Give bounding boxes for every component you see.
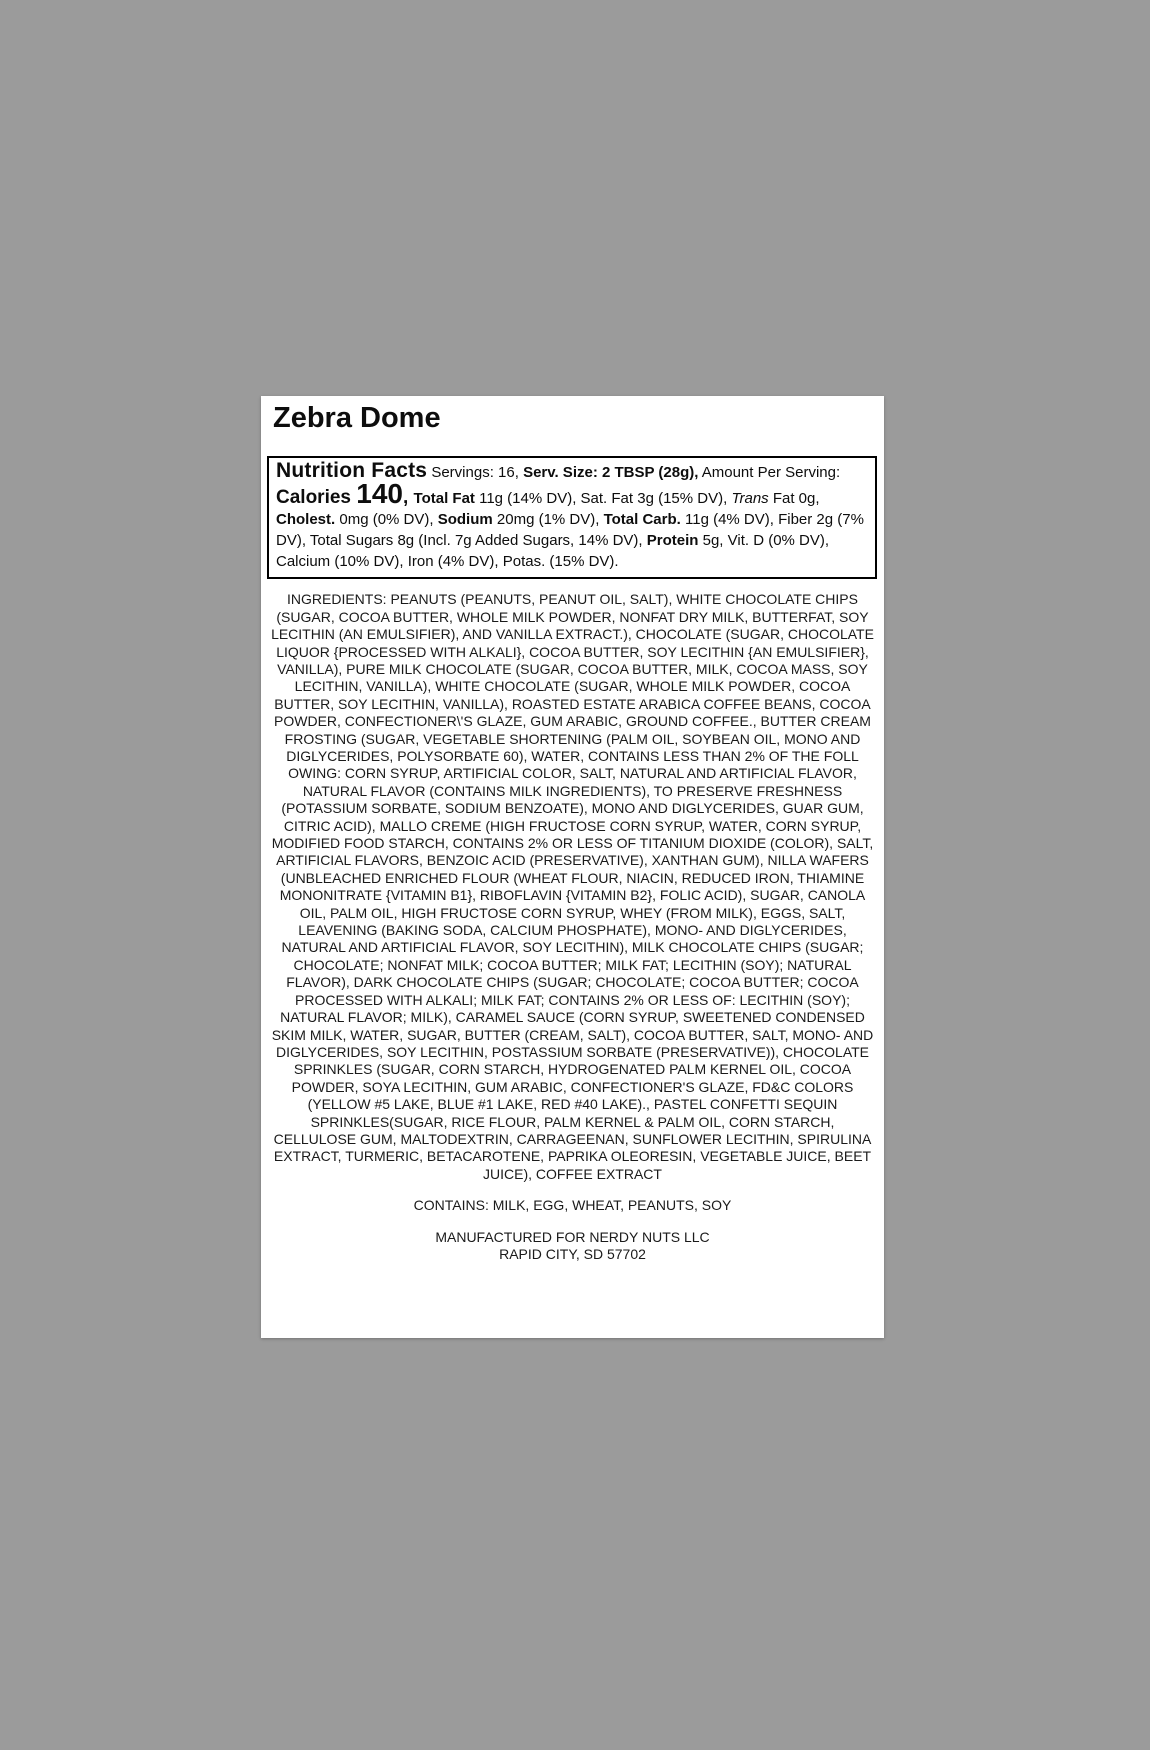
calories-label: Calories — [276, 487, 357, 509]
cholesterol-value: 0mg (0% DV), — [335, 511, 438, 529]
servings-count: Servings: 16, — [427, 464, 524, 482]
nutrition-facts-box — [267, 456, 877, 579]
product-title: Zebra Dome — [273, 402, 441, 434]
protein-label: Protein — [646, 532, 699, 550]
contains-statement: CONTAINS: MILK, EGG, WHEAT, PEANUTS, SOY — [413, 1197, 732, 1214]
total-carb-label: Total Carb. — [603, 511, 681, 529]
manufacturer-name: MANUFACTURED FOR NERDY NUTS LLC — [435, 1228, 710, 1245]
manufacturer-block — [261, 1229, 884, 1264]
ingredients-text: INGREDIENTS: PEANUTS (PEANUTS, PEANUT OIL, SALT), WHITE CHOCOLATE CHIPS (SUGAR, COCOA BUTTER, WHOLE MILK POWDER, NONFAT DRY MILK, BUTTERFAT, SOY LECITHIN (AN EMULSIFIER), AND VANILLA EXTRACT.), CHOCOLATE (SUGAR, CHOCOLATE LIQUOR {PROCESSED WITH ALKALI}, COCOA BUTTER, SOY LECITHIN {AN EMULSIFIER}, VANILLA), PURE MILK CHOCOLATE (SUGAR, COCOA BUTTER, MILK, COCOA MASS, SOY LECITHIN, VANILLA), WHITE CHOCOLATE (SUGAR, WHOLE MILK POWDER, COCOA BUTTER, SOY LECITHIN, VANILLA), ROASTED ESTATE ARABICA COFFEE BEANS, COCOA POWDER, CONFECTIONER\'S GLAZE, GUM ARABIC, GROUND COFFEE., BUTTER CREAM FROSTING (SUGAR, VEGETABLE SHORTENING (PALM OIL, SOYBEAN OIL, MONO AND DIGLYCERIDES, POLYSORBATE 60), WATER, CONTAINS LESS THAN 2% OF THE FOLL OWING: CORN SYRUP, ARTIFICIAL COLOR, SALT, NATURAL AND ARTIFICIAL FLAVOR, NATURAL FLAVOR (CONTAINS MILK INGREDIENTS), TO PRESERVE FRESHNESS (POTASSIUM SORBATE, SODIUM BENZOATE), MONO AND DIGLYCERIDES, GUAR GUM, CITRIC ACID), MALLO CREME (HIGH FRUCTOSE CORN SYRUP, WATER, CORN SYRUP, MODIFIED FOOD STARCH, CONTAINS 2% OR LESS OF TITANIUM DIOXIDE (COLOR), SALT, ARTIFICIAL FLAVORS, BENZOIC ACID (PRESERVATIVE), XANTHAN GUM), NILLA WAFERS (UNBLEACHED ENRICHED FLOUR (WHEAT FLOUR, NIACIN, REDUCED IRON, THIAMINE MONONITRATE {VITAMIN B1}, RIBOFLAVIN {VITAMIN B2}, FOLIC ACID), SUGAR, CANOLA OIL, PALM OIL, HIGH FRUCTOSE CORN SYRUP, WHEY (FROM MILK), EGGS, SALT, LEAVENING (BAKING SODA, CALCIUM PHOSPHATE), MONO- AND DIGLYCERIDES, NATURAL AND ARTIFICIAL FLAVOR, SOY LECITHIN), MILK CHOCOLATE CHIPS (SUGAR; CHOCOLATE; NONFAT MILK; COCOA BUTTER; MILK FAT; LECITHIN (SOY); NATURAL FLAVOR), DARK CHOCOLATE CHIPS (SUGAR; CHOCOLATE; COCOA BUTTER; COCOA PROCESSED WITH ALKALI; MILK FAT; CONTAINS 2% OR LESS OF: LECITHIN (SOY); NATURAL FLAVOR; MILK), CARAMEL SAUCE (CORN SYRUP, SWEETENED CONDENSED SKIM MILK, WATER, SUGAR, BUTTER (CREAM, SALT), COCOA BUTTER, SALT, MONO- AND DIGLYCERIDES, SOY LECITHIN, POSTASSIUM SORBATE (PRESERVATIVE)), CHOCOLATE SPRINKLES (SUGAR, CORN STARCH, HYDROGENATED PALM KERNEL OIL, COCOA POWDER, SOYA LECITHIN, GUM ARABIC, CONFECTIONER'S GLAZE, FD&C COLORS (YELLOW #5 LAKE, BLUE #1 LAKE, RED #40 LAKE)., PASTEL CONFETTI SEQUIN SPRINKLES(SUGAR, RICE FLOUR, PALM KERNEL & PALM OIL, CORN STARCH, CELLULOSE GUM, MALTODEXTRIN, CARRAGEENAN, SUNFLOWER LECITHIN, SPIRULINA EXTRACT, TURMERIC, BETACAROTENE, PAPRIKA OLEORESIN, VEGETABLE JUICE, BEET JUICE), COFFEE EXTRACT — [271, 591, 874, 1182]
total-fat-value: 11g (14% DV), Sat. Fat 3g (15% DV), — [474, 490, 732, 508]
trans-fat-value: Fat 0g, — [768, 490, 820, 508]
protein-vitamins-values: 5g, Vit. D (0% DV), Calcium (10% DV), Iron (4% DV), Potas. (15% DV). — [276, 532, 830, 571]
total-fat-label: Total Fat — [413, 490, 475, 508]
amount-per-serving-label: Amount Per Serving: — [698, 464, 841, 482]
sodium-value: 20mg (1% DV), — [492, 511, 604, 529]
nutrition-facts-heading: Nutrition Facts — [276, 459, 428, 483]
calories-value: 140 — [356, 478, 403, 510]
sodium-label: Sodium — [437, 511, 493, 529]
serving-size: Serv. Size: 2 TBSP (28g), — [523, 464, 699, 482]
cholesterol-label: Cholest. — [276, 511, 336, 529]
manufacturer-address: RAPID CITY, SD 57702 — [499, 1245, 646, 1262]
trans-label: Trans — [731, 490, 769, 508]
nutrition-facts-text — [276, 460, 869, 572]
calories-comma: , — [402, 487, 414, 509]
carb-fiber-sugars-values: 11g (4% DV), Fiber 2g (7% DV), Total Sugars 8g (Incl. 7g Added Sugars, 14% DV), — [276, 511, 864, 550]
product-label — [261, 396, 884, 1338]
